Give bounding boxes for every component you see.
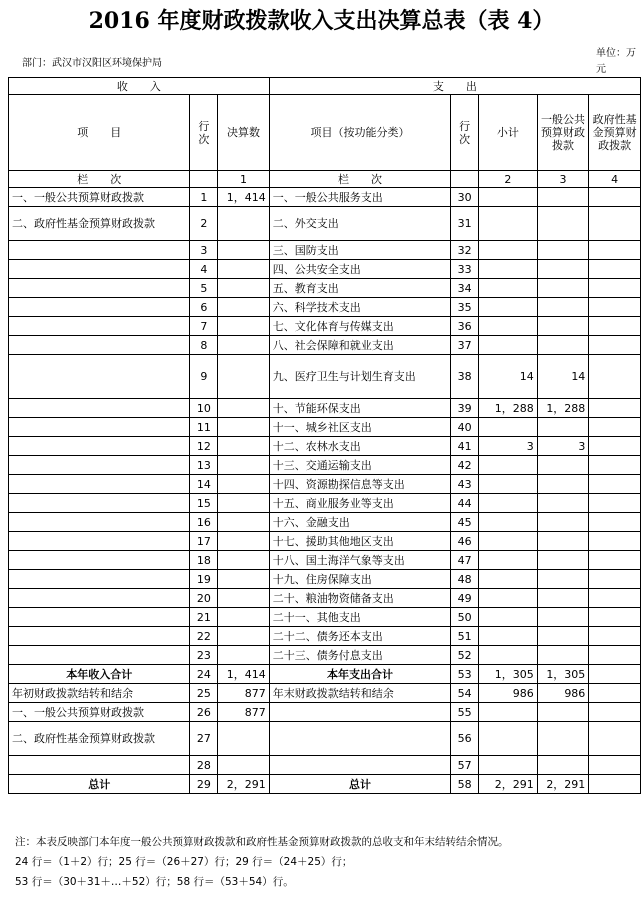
expense-line-no-cell: 54	[451, 684, 479, 703]
expense-item-cell: 十一、城乡社区支出	[269, 418, 450, 437]
income-line-no-cell: 3	[190, 241, 218, 260]
subtotal-cell	[479, 188, 538, 207]
expense-line-no-cell: 38	[451, 355, 479, 399]
expense-line-no-cell: 32	[451, 241, 479, 260]
income-line-no-cell: 9	[190, 355, 218, 399]
income-item-cell	[9, 399, 190, 418]
income-item-cell	[9, 475, 190, 494]
subtotal-cell: 2，291	[479, 775, 538, 794]
income-item-cell	[9, 513, 190, 532]
income-line-no-cell: 17	[190, 532, 218, 551]
income-item-cell: 总计	[9, 775, 190, 794]
general-budget-cell: 3	[537, 437, 589, 456]
income-line-no-cell: 22	[190, 627, 218, 646]
expense-item-cell: 十五、商业服务业等支出	[269, 494, 450, 513]
income-item-cell: 年初财政拨款结转和结余	[9, 684, 190, 703]
expense-item-cell: 六、科学技术支出	[269, 298, 450, 317]
subtotal-cell	[479, 298, 538, 317]
table-row	[9, 475, 641, 494]
general-budget-cell	[537, 608, 589, 627]
table-row	[9, 437, 641, 456]
final-amount-cell	[218, 336, 270, 355]
table-row	[9, 456, 641, 475]
final-amount-cell: 877	[218, 703, 270, 722]
income-line-no-cell: 13	[190, 456, 218, 475]
expense-item-cell: 十九、住房保障支出	[269, 570, 450, 589]
income-line-no-cell: 8	[190, 336, 218, 355]
table-row	[9, 399, 641, 418]
final-amount-cell	[218, 494, 270, 513]
subtotal-cell: 14	[479, 355, 538, 399]
table-row	[9, 775, 641, 794]
table-row	[9, 756, 641, 775]
expense-item-cell: 三、国防支出	[269, 241, 450, 260]
general-budget-cell	[537, 589, 589, 608]
fund-budget-cell	[589, 298, 641, 317]
table-row	[9, 336, 641, 355]
table-row	[9, 494, 641, 513]
item-header: 项 目	[9, 95, 190, 171]
subtotal-cell	[479, 703, 538, 722]
income-item-cell: 二、政府性基金预算财政拨款	[9, 722, 190, 756]
subtotal-cell	[479, 494, 538, 513]
table-row	[9, 551, 641, 570]
table-row	[9, 418, 641, 437]
expense-line-no-cell: 42	[451, 456, 479, 475]
fund-budget-cell	[589, 437, 641, 456]
column-number-3: 3	[537, 171, 589, 188]
income-line-no-cell: 27	[190, 722, 218, 756]
income-line-no-cell: 29	[190, 775, 218, 794]
subtotal-cell	[479, 418, 538, 437]
final-amount-cell	[218, 241, 270, 260]
expense-line-no-cell: 46	[451, 532, 479, 551]
expense-line-no-cell: 37	[451, 336, 479, 355]
final-amount-cell	[218, 456, 270, 475]
general-budget-cell	[537, 260, 589, 279]
income-item-cell	[9, 298, 190, 317]
income-line-no-cell: 10	[190, 399, 218, 418]
final-amount-cell: 1，414	[218, 665, 270, 684]
final-amount-cell	[218, 513, 270, 532]
table-row	[9, 703, 641, 722]
expense-item-cell: 年末财政拨款结转和结余	[269, 684, 450, 703]
budget-table	[8, 77, 641, 794]
expense-line-no-cell: 55	[451, 703, 479, 722]
expense-item-cell	[269, 722, 450, 756]
income-item-cell	[9, 260, 190, 279]
general-budget-cell	[537, 418, 589, 437]
general-budget-cell	[537, 703, 589, 722]
expense-line-no-cell: 40	[451, 418, 479, 437]
expense-line-no-cell: 43	[451, 475, 479, 494]
fund-budget-cell	[589, 494, 641, 513]
fund-budget-cell	[589, 317, 641, 336]
subtotal-cell: 1，288	[479, 399, 538, 418]
general-budget-cell	[537, 456, 589, 475]
subtotal-cell: 3	[479, 437, 538, 456]
expense-item-cell: 二十一、其他支出	[269, 608, 450, 627]
income-line-no-cell: 25	[190, 684, 218, 703]
table-row	[9, 646, 641, 665]
notes	[15, 832, 509, 892]
fund-budget-cell	[589, 513, 641, 532]
final-amount-cell: 1，414	[218, 188, 270, 207]
income-item-cell	[9, 646, 190, 665]
income-item-cell	[9, 551, 190, 570]
general-budget-cell	[537, 551, 589, 570]
table-row	[9, 298, 641, 317]
expense-line-no-cell: 57	[451, 756, 479, 775]
fund-budget-cell	[589, 627, 641, 646]
income-line-no-cell: 12	[190, 437, 218, 456]
subtotal-cell	[479, 722, 538, 756]
fund-budget-header: 政府性基金预算财政拨款	[589, 95, 641, 171]
fund-budget-cell	[589, 475, 641, 494]
income-item-cell	[9, 418, 190, 437]
column-label-left: 栏 次	[9, 171, 190, 188]
expense-line-no-cell: 31	[451, 207, 479, 241]
fund-budget-cell	[589, 207, 641, 241]
general-budget-cell: 2，291	[537, 775, 589, 794]
note-line: 注：本表反映部门本年度一般公共预算财政拨款和政府性基金预算财政拨款的总收支和年末结转结余情况。	[15, 836, 509, 848]
expense-line-no-cell: 50	[451, 608, 479, 627]
general-budget-cell: 986	[537, 684, 589, 703]
subtotal-cell	[479, 513, 538, 532]
general-budget-cell: 1，305	[537, 665, 589, 684]
income-line-no-cell: 14	[190, 475, 218, 494]
expense-line-no-cell: 35	[451, 298, 479, 317]
expense-item-cell: 本年支出合计	[269, 665, 450, 684]
income-item-cell	[9, 355, 190, 399]
table-row	[9, 241, 641, 260]
expense-item-cell	[269, 703, 450, 722]
expense-line-no-cell: 34	[451, 279, 479, 298]
table-row	[9, 608, 641, 627]
general-budget-cell	[537, 494, 589, 513]
income-item-cell	[9, 627, 190, 646]
final-amount-cell	[218, 756, 270, 775]
expense-line-no-cell: 45	[451, 513, 479, 532]
column-label-right: 栏 次	[269, 171, 450, 188]
subtotal-cell: 1，305	[479, 665, 538, 684]
fund-budget-cell	[589, 608, 641, 627]
expense-item-cell: 总计	[269, 775, 450, 794]
table-row	[9, 513, 641, 532]
expense-item-cell: 七、文化体育与传媒支出	[269, 317, 450, 336]
final-amount-cell	[218, 355, 270, 399]
income-line-no-cell: 1	[190, 188, 218, 207]
income-item-cell	[9, 589, 190, 608]
subtotal-cell	[479, 551, 538, 570]
fund-budget-cell	[589, 456, 641, 475]
subtotal-header: 小计	[479, 95, 538, 171]
fund-budget-cell	[589, 646, 641, 665]
income-item-cell: 一、一般公共预算财政拨款	[9, 703, 190, 722]
expense-item-cell: 二十二、债务还本支出	[269, 627, 450, 646]
table-row	[9, 665, 641, 684]
income-line-no-cell: 28	[190, 756, 218, 775]
subtotal-cell	[479, 456, 538, 475]
income-item-cell	[9, 279, 190, 298]
income-item-cell	[9, 570, 190, 589]
subtotal-cell	[479, 260, 538, 279]
expense-item-cell: 十七、援助其他地区支出	[269, 532, 450, 551]
final-amount-cell	[218, 551, 270, 570]
fund-budget-cell	[589, 260, 641, 279]
expense-line-no-cell: 52	[451, 646, 479, 665]
report-title: 2016 年度财政拨款收入支出决算总表（表 4）	[88, 8, 555, 34]
expense-item-cell: 十、节能环保支出	[269, 399, 450, 418]
final-amount-cell	[218, 570, 270, 589]
department-label: 部门：武汉市汉阳区环境保护局	[22, 58, 162, 69]
income-line-no-cell: 23	[190, 646, 218, 665]
table-row	[9, 317, 641, 336]
subtotal-cell	[479, 475, 538, 494]
table-row	[9, 627, 641, 646]
expense-item-cell: 十八、国土海洋气象等支出	[269, 551, 450, 570]
income-item-cell	[9, 494, 190, 513]
note-line: 53 行＝（30＋31＋…＋52）行；58 行＝（53＋54）行。	[15, 876, 294, 888]
general-budget-cell	[537, 722, 589, 756]
final-amount-cell	[218, 317, 270, 336]
general-budget-cell	[537, 570, 589, 589]
fund-budget-cell	[589, 188, 641, 207]
income-line-no-cell: 5	[190, 279, 218, 298]
expense-line-no-cell: 48	[451, 570, 479, 589]
fund-budget-cell	[589, 589, 641, 608]
general-budget-cell	[537, 336, 589, 355]
general-budget-header: 一般公共预算财政拨款	[537, 95, 589, 171]
income-line-no-cell: 16	[190, 513, 218, 532]
subtotal-cell	[479, 756, 538, 775]
expense-line-no-cell: 41	[451, 437, 479, 456]
line-no-header: 行次	[190, 95, 218, 171]
final-amount-cell: 877	[218, 684, 270, 703]
general-budget-cell	[537, 646, 589, 665]
general-budget-cell	[537, 513, 589, 532]
income-item-cell: 本年收入合计	[9, 665, 190, 684]
fund-budget-cell	[589, 336, 641, 355]
fund-budget-cell	[589, 756, 641, 775]
subtotal-cell	[479, 608, 538, 627]
expense-item-cell: 八、社会保障和就业支出	[269, 336, 450, 355]
expense-line-no-cell: 44	[451, 494, 479, 513]
income-line-no-cell: 24	[190, 665, 218, 684]
subtotal-cell: 986	[479, 684, 538, 703]
subtotal-cell	[479, 646, 538, 665]
income-item-cell: 二、政府性基金预算财政拨款	[9, 207, 190, 241]
subtotal-cell	[479, 279, 538, 298]
fund-budget-cell	[589, 703, 641, 722]
table-row	[9, 570, 641, 589]
income-line-no-cell: 19	[190, 570, 218, 589]
general-budget-cell	[537, 241, 589, 260]
income-line-no-cell: 18	[190, 551, 218, 570]
column-number-1: 1	[218, 171, 270, 188]
expense-line-no-cell: 39	[451, 399, 479, 418]
table-row	[9, 279, 641, 298]
table-row	[9, 684, 641, 703]
final-amount-cell	[218, 589, 270, 608]
subtotal-cell	[479, 532, 538, 551]
expense-line-no-cell: 56	[451, 722, 479, 756]
general-budget-cell	[537, 756, 589, 775]
general-budget-cell: 14	[537, 355, 589, 399]
income-line-no-cell: 6	[190, 298, 218, 317]
subtotal-cell	[479, 241, 538, 260]
expense-item-cell: 二十、粮油物资储备支出	[269, 589, 450, 608]
final-amount-cell	[218, 279, 270, 298]
table-row	[9, 207, 641, 241]
income-line-no-cell: 2	[190, 207, 218, 241]
expense-item-cell: 十二、农林水支出	[269, 437, 450, 456]
general-budget-cell	[537, 207, 589, 241]
expense-item-cell: 十三、交通运输支出	[269, 456, 450, 475]
income-line-no-cell: 20	[190, 589, 218, 608]
income-item-cell: 一、一般公共预算财政拨款	[9, 188, 190, 207]
income-item-cell	[9, 241, 190, 260]
expense-header: 支 出	[269, 78, 640, 95]
unit-label: 单位：万元	[596, 48, 636, 75]
expense-line-no-cell: 49	[451, 589, 479, 608]
expense-item-cell: 十四、资源勘探信息等支出	[269, 475, 450, 494]
expense-line-no-cell: 58	[451, 775, 479, 794]
fund-budget-cell	[589, 399, 641, 418]
item-by-func-header: 项目（按功能分类）	[269, 95, 450, 171]
final-amount-cell	[218, 260, 270, 279]
final-amount-cell	[218, 532, 270, 551]
income-item-cell	[9, 756, 190, 775]
final-amount-header: 决算数	[218, 95, 270, 171]
table-row	[9, 260, 641, 279]
table-row	[9, 188, 641, 207]
final-amount-cell	[218, 646, 270, 665]
final-amount-cell	[218, 298, 270, 317]
note-line: 24 行＝（1＋2）行；25 行＝（26＋27）行；29 行＝（24＋25）行；	[15, 856, 353, 868]
column-number-4: 4	[589, 171, 641, 188]
expense-line-no-cell: 51	[451, 627, 479, 646]
final-amount-cell	[218, 627, 270, 646]
income-line-no-cell: 26	[190, 703, 218, 722]
line-no-header-right: 行次	[451, 95, 479, 171]
final-amount-cell	[218, 399, 270, 418]
subtotal-cell	[479, 589, 538, 608]
expense-item-cell: 二、外交支出	[269, 207, 450, 241]
subtotal-cell	[479, 570, 538, 589]
fund-budget-cell	[589, 775, 641, 794]
general-budget-cell	[537, 188, 589, 207]
expense-line-no-cell: 33	[451, 260, 479, 279]
final-amount-cell	[218, 475, 270, 494]
fund-budget-cell	[589, 418, 641, 437]
income-item-cell	[9, 532, 190, 551]
table-row	[9, 722, 641, 756]
subtotal-cell	[479, 336, 538, 355]
final-amount-cell	[218, 608, 270, 627]
expense-line-no-cell: 53	[451, 665, 479, 684]
income-header: 收 入	[9, 78, 270, 95]
income-line-no-cell: 21	[190, 608, 218, 627]
column-number-2: 2	[479, 171, 538, 188]
fund-budget-cell	[589, 532, 641, 551]
table-row	[9, 589, 641, 608]
expense-line-no-cell: 47	[451, 551, 479, 570]
fund-budget-cell	[589, 279, 641, 298]
expense-item-cell: 九、医疗卫生与计划生育支出	[269, 355, 450, 399]
final-amount-cell	[218, 207, 270, 241]
table-row	[9, 532, 641, 551]
expense-item-cell	[269, 756, 450, 775]
table-row	[9, 355, 641, 399]
final-amount-cell: 2，291	[218, 775, 270, 794]
final-amount-cell	[218, 722, 270, 756]
expense-item-cell: 十六、金融支出	[269, 513, 450, 532]
fund-budget-cell	[589, 722, 641, 756]
income-line-no-cell: 15	[190, 494, 218, 513]
subtotal-cell	[479, 317, 538, 336]
expense-item-cell: 五、教育支出	[269, 279, 450, 298]
fund-budget-cell	[589, 355, 641, 399]
subtotal-cell	[479, 627, 538, 646]
fund-budget-cell	[589, 570, 641, 589]
general-budget-cell	[537, 475, 589, 494]
general-budget-cell	[537, 627, 589, 646]
expense-item-cell: 四、公共安全支出	[269, 260, 450, 279]
income-item-cell	[9, 317, 190, 336]
fund-budget-cell	[589, 684, 641, 703]
subtotal-cell	[479, 207, 538, 241]
expense-item-cell: 一、一般公共服务支出	[269, 188, 450, 207]
general-budget-cell: 1，288	[537, 399, 589, 418]
fund-budget-cell	[589, 241, 641, 260]
income-item-cell	[9, 336, 190, 355]
income-item-cell	[9, 608, 190, 627]
income-line-no-cell: 11	[190, 418, 218, 437]
final-amount-cell	[218, 437, 270, 456]
expense-item-cell: 二十三、债务付息支出	[269, 646, 450, 665]
general-budget-cell	[537, 532, 589, 551]
income-line-no-cell: 7	[190, 317, 218, 336]
fund-budget-cell	[589, 665, 641, 684]
expense-line-no-cell: 30	[451, 188, 479, 207]
general-budget-cell	[537, 298, 589, 317]
final-amount-cell	[218, 418, 270, 437]
expense-line-no-cell: 36	[451, 317, 479, 336]
fund-budget-cell	[589, 551, 641, 570]
income-line-no-cell: 4	[190, 260, 218, 279]
income-item-cell	[9, 456, 190, 475]
income-item-cell	[9, 437, 190, 456]
general-budget-cell	[537, 279, 589, 298]
general-budget-cell	[537, 317, 589, 336]
